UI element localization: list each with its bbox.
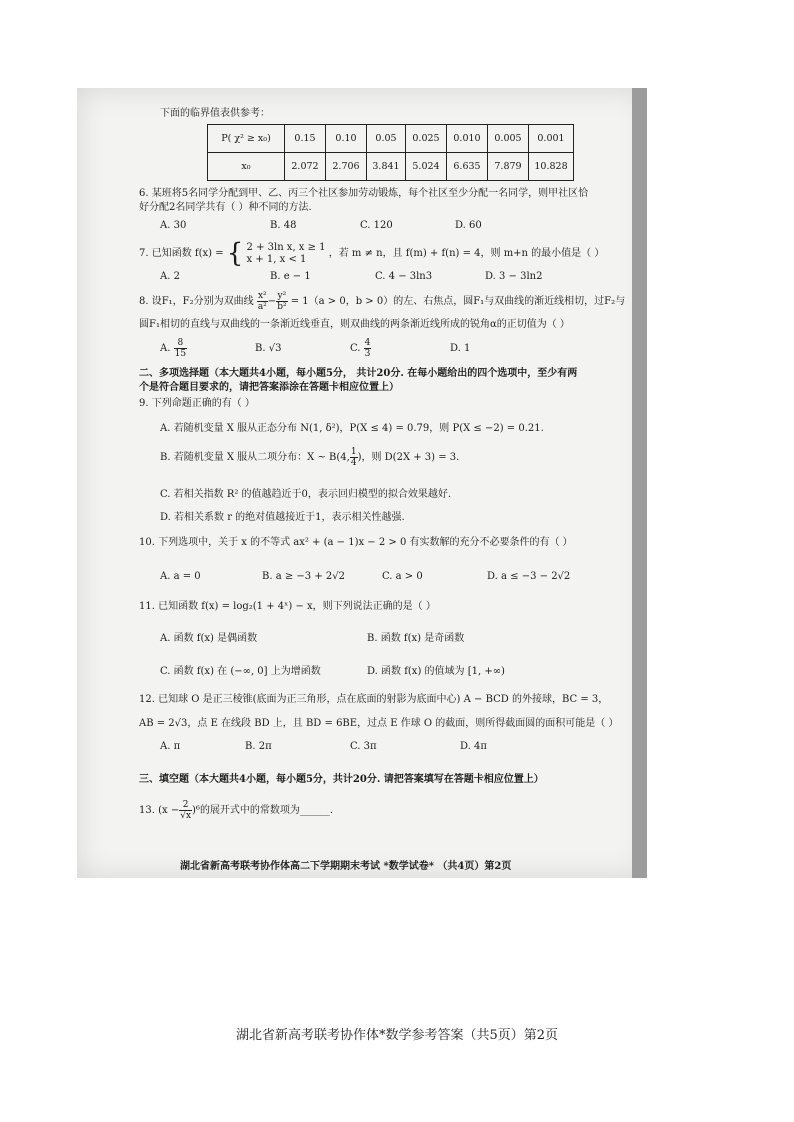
fraction-8-15 bbox=[174, 338, 187, 359]
q11-stem: 11. 已知函数 f(x) = log₂(1 + 4ˣ) − x，则下列说法正确的是（ ） bbox=[139, 601, 436, 612]
q12-option-b: B. 2π bbox=[245, 741, 272, 752]
q9-option-c: C. 若相关指数 R² 的值越趋近于0，表示回归模型的拟合效果越好. bbox=[160, 489, 452, 500]
q10-stem: 10. 下列选项中，关于 x 的不等式 ax² + (a − 1)x − 2 > 0 有实数解的充分不必要条件的有（ ） bbox=[139, 537, 573, 548]
table-cell: 7.879 bbox=[488, 153, 529, 181]
table-row bbox=[208, 125, 574, 153]
table-row bbox=[208, 153, 574, 181]
q10-option-d: D. a ≤ −3 − 2√2 bbox=[487, 571, 571, 582]
table-cell: 2.072 bbox=[285, 153, 326, 181]
q7-option-d: D. 3 − 3ln2 bbox=[485, 271, 543, 282]
denominator: a² bbox=[257, 302, 267, 312]
q11-option-b: B. 函数 f(x) 是奇函数 bbox=[367, 633, 465, 644]
q11-option-a: A. 函数 f(x) 是偶函数 bbox=[160, 633, 258, 644]
table-cell: 0.025 bbox=[406, 125, 447, 153]
table-cell: 0.10 bbox=[326, 125, 367, 153]
q8-line2: 圆F₁相切的直线与双曲线的一条渐近线垂直，则双曲线的两条渐近线所成的锐角α的正切值为（ ） bbox=[139, 319, 570, 330]
numerator: 2 bbox=[179, 800, 192, 811]
fraction-y2-b2 bbox=[276, 291, 287, 312]
q9-b-pre: B. 若随机变量 X 服从二项分布：X ~ B(4, bbox=[160, 452, 350, 463]
q6-option-c: C. 120 bbox=[360, 220, 393, 231]
table-intro: 下面的临界值表供参考： bbox=[160, 108, 270, 119]
q6-option-b: B. 48 bbox=[270, 220, 297, 231]
q11-option-d: D. 函数 f(x) 的值域为 [1, +∞) bbox=[367, 666, 505, 677]
option-letter: C. bbox=[350, 343, 361, 354]
q7-option-b: B. e − 1 bbox=[270, 271, 311, 282]
q10-option-c: C. a > 0 bbox=[382, 571, 423, 582]
q13-number: 13. bbox=[139, 805, 155, 816]
q12-option-c: C. 3π bbox=[350, 741, 377, 752]
denominator: b² bbox=[277, 302, 287, 312]
q13-right-paren: )⁶ bbox=[192, 805, 200, 816]
denominator: √x bbox=[180, 811, 192, 821]
q8-option-b: B. √3 bbox=[255, 343, 282, 354]
q8-line1 bbox=[139, 290, 625, 314]
q6-line2: 好分配2名同学共有（ ）种不同的方法. bbox=[139, 202, 312, 213]
q7-case2: x + 1, x < 1 bbox=[246, 253, 307, 265]
q9-b-post: )，则 D(2X + 3) = 3. bbox=[357, 452, 460, 463]
q13-post: 的展开式中的常数项为______. bbox=[199, 805, 334, 816]
q10-option-a: A. a = 0 bbox=[160, 571, 201, 582]
q6-option-a: A. 30 bbox=[160, 220, 187, 231]
q7-pre: 7. 已知函数 f(x) = bbox=[139, 248, 224, 259]
numerator: 8 bbox=[174, 338, 187, 349]
q10-option-b: B. a ≥ −3 + 2√2 bbox=[262, 571, 345, 582]
photo-page-footer: 湖北省新高考联考协作体高二下学期期末考试 *数学试卷* （共4页）第2页 bbox=[180, 861, 512, 872]
table-cell: 5.024 bbox=[406, 153, 447, 181]
numerator: x² bbox=[257, 291, 267, 301]
q7-piecewise bbox=[247, 242, 326, 266]
numerator: 4 bbox=[364, 338, 371, 348]
q13-stem bbox=[139, 796, 333, 826]
section3-heading: 三、填空题（本大题共4小题，每小题5分，共计20分. 请把答案填写在答题卡相应位置上） bbox=[139, 774, 544, 785]
table-cell: 10.828 bbox=[529, 153, 574, 181]
q8-option-c bbox=[350, 337, 371, 361]
q9-stem: 9. 下列命题正确的有（ ） bbox=[139, 398, 255, 409]
photo-dark-edge bbox=[632, 88, 647, 878]
table-cell: 3.841 bbox=[367, 153, 406, 181]
q12-line1: 12. 已知球 O 是正三棱锥(底面为正三角形，点在底面的射影为底面中心) A − BCD 的外接球，BC = 3， bbox=[139, 694, 609, 705]
section2-heading-line2: 个是符合题目要求的，请把答案添涂在答题卡相应位置上） bbox=[139, 382, 399, 393]
brace-glyph: { bbox=[226, 238, 244, 269]
q9-option-d: D. 若相关系数 r 的绝对值越接近于1，表示相关性越强. bbox=[160, 512, 405, 523]
q8-option-a bbox=[160, 337, 187, 361]
q6-line1: 6. 某班将5名同学分配到甲、乙、丙三个社区参加劳动锻炼，每个社区至少分配一名同学，则甲社区恰 bbox=[139, 188, 589, 199]
denominator: 3 bbox=[364, 349, 371, 359]
q7-option-c: C. 4 − 3ln3 bbox=[375, 271, 433, 282]
table-cell: 0.001 bbox=[529, 125, 574, 153]
fraction-1-4 bbox=[350, 447, 358, 468]
q7-post: ，若 m ≠ n，且 f(m) + f(n) = 4，则 m+n 的最小值是（ ） bbox=[328, 248, 605, 259]
fraction-2-sqrtx bbox=[179, 800, 192, 821]
table-cell: 0.05 bbox=[367, 125, 406, 153]
denominator: 4 bbox=[350, 458, 357, 468]
table-cell: 2.706 bbox=[326, 153, 367, 181]
q6-option-d: D. 60 bbox=[455, 220, 482, 231]
document-footer: 湖北省新高考联考协作体*数学参考答案（共5页）第2页 bbox=[235, 1028, 559, 1043]
q12-option-d: D. 4π bbox=[460, 741, 487, 752]
q8-post: = 1（a > 0，b > 0）的左、右焦点，圆F₁与双曲线的渐近线相切，过F₂与 bbox=[290, 296, 626, 307]
minus-sign: − bbox=[267, 296, 277, 307]
table-cell: 0.005 bbox=[488, 125, 529, 153]
table-cell: x₀ bbox=[208, 153, 285, 181]
q12-option-a: A. π bbox=[160, 741, 181, 752]
q7-case1: 2 + 3ln x, x ≥ 1 bbox=[246, 241, 326, 253]
q9-option-b bbox=[160, 445, 459, 471]
numerator: 1 bbox=[350, 447, 357, 457]
q12-line2: AB = 2√3，点 E 在线段 BD 上，且 BD = 6BE，过点 E 作球 O 的截面，则所得截面圆的面积可能是（ ） bbox=[139, 718, 619, 729]
table-cell: 6.635 bbox=[447, 153, 488, 181]
q8-pre: 8. 设F₁，F₂分别为双曲线 bbox=[139, 296, 254, 307]
table-cell: 0.15 bbox=[285, 125, 326, 153]
table-cell: 0.010 bbox=[447, 125, 488, 153]
denominator: 15 bbox=[174, 349, 187, 359]
q9-option-a: A. 若随机变量 X 服从正态分布 N(1, δ²)，P(X ≤ 4) = 0.79，则 P(X ≤ −2) = 0.21. bbox=[160, 423, 544, 434]
critical-value-table bbox=[207, 124, 574, 181]
fraction-4-3 bbox=[364, 338, 372, 359]
q7-option-a: A. 2 bbox=[160, 271, 180, 282]
q13-left-paren: (x − bbox=[158, 805, 180, 816]
q7-stem bbox=[139, 240, 604, 268]
q8-option-d: D. 1 bbox=[450, 343, 471, 354]
numerator: y² bbox=[277, 291, 287, 301]
fraction-x2-a2 bbox=[257, 291, 268, 312]
option-letter: A. bbox=[160, 343, 171, 354]
q11-option-c: C. 函数 f(x) 在 (−∞, 0] 上为增函数 bbox=[160, 666, 321, 677]
section2-heading-line1: 二、多项选择题（本大题共4小题，每小题5分， 共计20分. 在每小题给出的四个选项中，至少有两 bbox=[139, 368, 578, 379]
table-cell: P( χ² ≥ x₀) bbox=[208, 125, 285, 153]
